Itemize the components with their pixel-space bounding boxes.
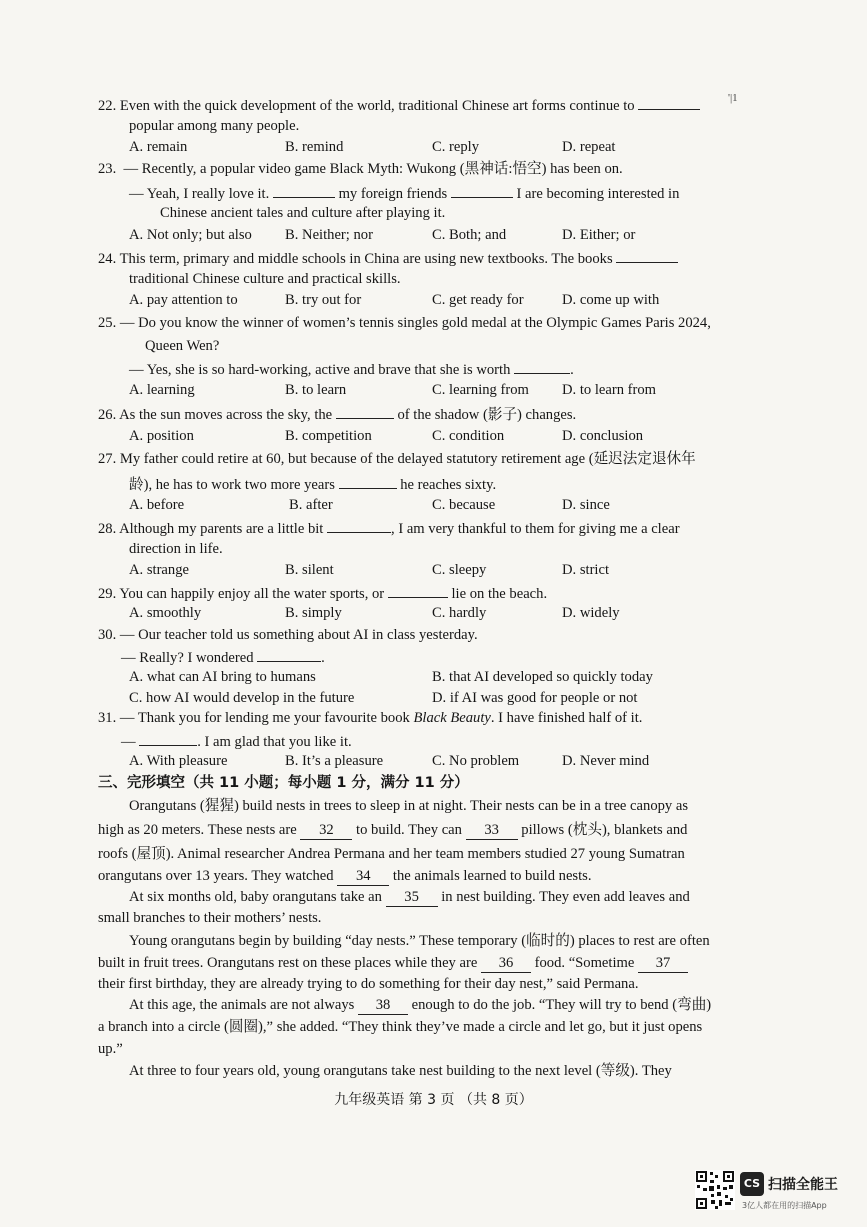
q22-option-c: C. reply <box>432 139 480 155</box>
passage-p4-line3: up.” <box>98 1041 123 1057</box>
q22-stem: 22. Even with the quick development of the world, traditional Chinese art forms continue to <box>98 95 700 115</box>
q30-option-b: B. that AI developed so quickly today <box>432 669 653 685</box>
blank-34: 34 <box>337 867 389 886</box>
blank-37: 37 <box>638 954 688 973</box>
q26-option-c: C. condition <box>432 428 505 444</box>
handwritten-mark: '|1 <box>728 92 738 104</box>
q24-option-b: B. try out for <box>285 292 362 308</box>
passage-p1-line1: Orangutans (猩猩) build nests in trees to sleep in at night. Their nests can be in a tree canopy as <box>129 798 689 814</box>
q22-stem-cont: popular among many people. <box>129 118 300 134</box>
q24-stem: 24. This term, primary and middle schools in China are using new textbooks. The books <box>98 248 678 268</box>
q27-line2: 龄), he has to work two more years he reaches sixty. <box>129 474 496 494</box>
q30-option-c: C. how AI would develop in the future <box>129 690 355 706</box>
brand-tagline: 3亿人都在用的扫描App <box>742 1201 827 1210</box>
q25-line3: — Yes, she is so hard-working, active and brave that she is worth . <box>129 359 574 379</box>
q23-option-c: C. Both; and <box>432 227 507 243</box>
q31-line2: — . I am glad that you like it. <box>121 731 352 751</box>
passage-p4-line2: a branch into a circle (圆圈),” she added. “They think they’ve made a circle and let go, but it just opens <box>98 1019 703 1035</box>
q23-option-d: D. Either; or <box>562 227 636 243</box>
q25-option-d: D. to learn from <box>562 382 657 398</box>
q23-option-b: B. Neither; nor <box>285 227 373 243</box>
q25-line2: Queen Wen? <box>145 338 220 354</box>
q23-option-a: A. Not only; but also <box>129 227 252 243</box>
q25-option-b: B. to learn <box>285 382 347 398</box>
q24-option-d: D. come up with <box>562 292 660 308</box>
q30-line2: — Really? I wondered . <box>121 647 325 667</box>
passage-p4-line1: At this age, the animals are not always 38 enough to do the job. “They will try to bend (弯曲) <box>129 997 712 1013</box>
q30-line1: 30. — Our teacher told us something about AI in class yesterday. <box>98 627 478 643</box>
q31-line1: 31. — Thank you for lending me your favourite book Black Beauty. I have finished half of it. <box>98 710 643 726</box>
q28-option-a: A. strange <box>129 562 189 578</box>
q25-option-a: A. learning <box>129 382 195 398</box>
blank-33: 33 <box>466 821 518 840</box>
qr-code-icon <box>695 1170 735 1210</box>
passage-p1-line4: orangutans over 13 years. They watched 34 the animals learned to build nests. <box>98 868 592 884</box>
q23-line3: Chinese ancient tales and culture after playing it. <box>160 205 446 221</box>
passage-p3-line1: Young orangutans begin by building “day nests.” These temporary (临时的) places to rest are often <box>129 933 710 949</box>
blank-38: 38 <box>358 996 408 1015</box>
q29-option-d: D. widely <box>562 605 620 621</box>
q31-option-a: A. With pleasure <box>129 753 228 769</box>
q24-option-c: C. get ready for <box>432 292 524 308</box>
q23-line2: — Yeah, I really love it. my foreign friends I are becoming interested in <box>129 183 679 203</box>
q24-stem-cont: traditional Chinese culture and practical skills. <box>129 271 401 287</box>
q26-stem: 26. As the sun moves across the sky, the of the shadow (影子) changes. <box>98 404 576 424</box>
q31-option-c: C. No problem <box>432 753 520 769</box>
q28-stem-cont: direction in life. <box>129 541 223 557</box>
blank-36: 36 <box>481 954 531 973</box>
passage-p3-line2: built in fruit trees. Orangutans rest on these places while they are 36 food. “Sometime 37 <box>98 954 688 973</box>
q22-option-b: B. remind <box>285 139 344 155</box>
section-title: 三、完形填空（共 11 小题；每小题 1 分，满分 11 分） <box>98 775 469 791</box>
q29-option-b: B. simply <box>285 605 342 621</box>
q31-option-d: D. Never mind <box>562 753 650 769</box>
q28-option-c: C. sleepy <box>432 562 487 578</box>
page-footer: 九年级英语 第 3 页 （共 8 页） <box>334 1092 533 1108</box>
passage-p3-line3: their first birthday, they are already trying to do something for their day nest,” said Permana. <box>98 976 639 992</box>
blank-32: 32 <box>300 821 352 840</box>
passage-p2-line1: At six months old, baby orangutans take an 35 in nest building. They even add leaves and <box>129 889 690 905</box>
q22-option-d: D. repeat <box>562 139 616 155</box>
passage-p5-line1: At three to four years old, young orangutans take nest building to the next level (等级). They <box>129 1063 672 1079</box>
q29-stem: 29. You can happily enjoy all the water sports, or lie on the beach. <box>98 583 547 603</box>
q29-option-c: C. hardly <box>432 605 487 621</box>
q28-stem: 28. Although my parents are a little bit , I am very thankful to them for giving me a clear <box>98 518 680 538</box>
q24-option-a: A. pay attention to <box>129 292 238 308</box>
passage-p1-line3: roofs (屋顶). Animal researcher Andrea Permana and her team members studied 27 young Sumatran <box>98 846 685 862</box>
q25-option-c: C. learning from <box>432 382 529 398</box>
q25-line1: 25. — Do you know the winner of women’s tennis singles gold medal at the Olympic Games Paris 2024, <box>98 315 711 331</box>
q22-option-a: A. remain <box>129 139 188 155</box>
q27-line1: 27. My father could retire at 60, but because of the delayed statutory retirement age (延迟法定退休年 <box>98 451 696 467</box>
q27-option-b: B. after <box>289 497 333 513</box>
q29-option-a: A. smoothly <box>129 605 202 621</box>
q30-option-a: A. what can AI bring to humans <box>129 669 316 685</box>
q23-line1: 23. — Recently, a popular video game Black Myth: Wukong (黑神话:悟空) has been on. <box>98 161 623 177</box>
q27-option-a: A. before <box>129 497 185 513</box>
q26-option-d: D. conclusion <box>562 428 644 444</box>
passage-p1-line2: high as 20 meters. These nests are 32 to build. They can 33 pillows (枕头), blankets and <box>98 822 688 838</box>
q26-option-a: A. position <box>129 428 194 444</box>
q26-option-b: B. competition <box>285 428 372 444</box>
q27-option-d: D. since <box>562 497 610 513</box>
brand-name: 扫描全能王 <box>768 1177 838 1193</box>
camscanner-logo-icon: CS <box>740 1172 764 1196</box>
q30-option-d: D. if AI was good for people or not <box>432 690 638 706</box>
passage-p2-line2: small branches to their mothers’ nests. <box>98 910 322 926</box>
blank-35: 35 <box>386 888 438 907</box>
q27-option-c: C. because <box>432 497 496 513</box>
q28-option-b: B. silent <box>285 562 334 578</box>
q28-option-d: D. strict <box>562 562 610 578</box>
q31-option-b: B. It’s a pleasure <box>285 753 384 769</box>
